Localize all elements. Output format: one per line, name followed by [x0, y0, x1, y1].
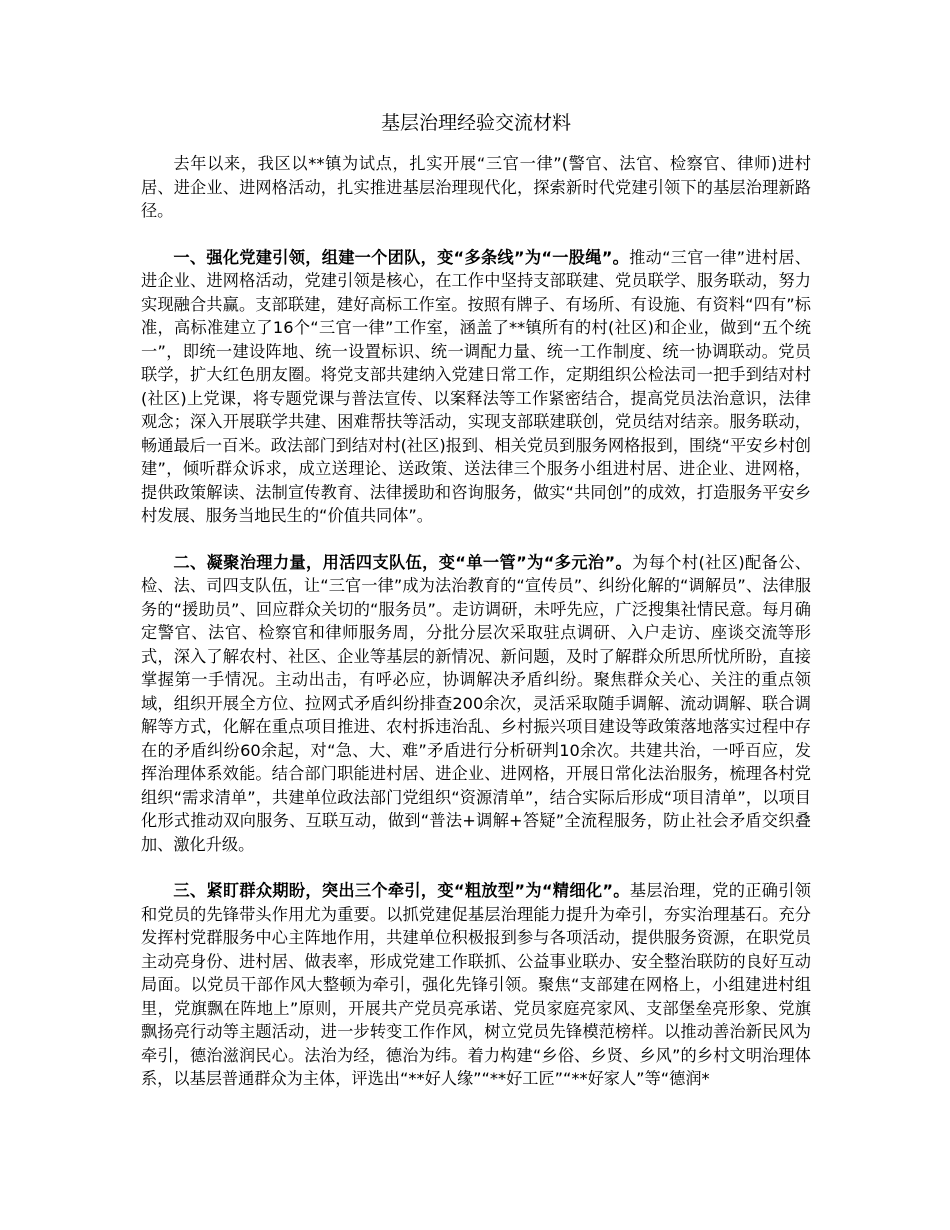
section-1-body: 推动“三官一律”进村居、进企业、进网格活动，党建引领是核心，在工作中坚持支部联建、党员联学、服务联动，努力实现融合共赢。支部联建，建好高标工作室。按照有牌子、有场所、有设施、有资料“四有”标准，高标准建立了16个“三官一律”工作室，涵盖了**镇所有的村(社区)和企业，做到“五个统一”，即统一建设阵地、统一设置标识、统一调配力量、统一工作制度、统一协调联动。党员联学，扩大红色朋友圈。将党支部共建纳入党建日常工作，定期组织公检法司一把手到结对村(社区)上党课，将专题党课与普法宣传、以案释法等工作紧密结合，提高党员法治意识，法律观念；深入开展联学共建、困难帮扶等活动，实现支部联建联创，党员结对结亲。服务联动，畅通最后一百米。政法部门到结对村(社区)报到、相关党员到服务网格报到，围绕“平安乡村创建”，倾听群众诉求，成立送理论、送政策、送法律三个服务小组进村居、进企业、进网格，提供政策解读、法制宣传教育、法律援助和咨询服务，做实“共同创”的成效，打造服务平安乡村发展、服务当地民生的“价值共同体”。: [141, 247, 811, 525]
section-2-body: 为每个村(社区)配备公、检、法、司四支队伍，让“三官一律”成为法治教育的“宣传员”、纠纷化解的“调解员”、法律服务的“援助员”、回应群众关切的“服务员”。走访调研，未呼先应，广泛搜集社情民意。每月确定警官、法官、检察官和律师服务周，分批分层次采取驻点调研、入户走访、座谈交流等形式，深入了解农村、社区、企业等基层的新情况、新问题，及时了解群众所思所忧所盼，直接掌握第一手情况。主动出击，有呼必应，协调解决矛盾纠纷。聚焦群众关心、关注的重点领域，组织开展全方位、拉网式矛盾纠纷排查200余次，灵活采取随手调解、流动调解、联合调解等方式，化解在重点项目推进、农村拆违治乱、乡村振兴项目建设等政策落地落实过程中存在的矛盾纠纷60余起，对“急、大、难”矛盾进行分析研判10余次。共建共治，一呼百应，发挥治理体系效能。结合部门职能进村居、进企业、进网格，开展日常化法治服务，梳理各村党组织“需求清单”，共建单位政法部门党组织“资源清单”，结合实际后形成“项目清单”，以项目化形式推动双向服务、互联互动，做到“普法+调解+答疑”全流程服务，防止社会矛盾交织叠加、激化升级。: [141, 552, 811, 854]
section-2-heading: 二、凝聚治理力量，用活四支队伍，变“单一管”为“多元治”。: [173, 552, 633, 572]
section-3-heading: 三、紧盯群众期盼，突出三个牵引，变“粗放型”为“精细化”。: [173, 881, 630, 900]
section-2-paragraph: [141, 551, 811, 857]
section-1-paragraph: [141, 246, 811, 528]
document-page: [141, 108, 811, 1114]
section-3-paragraph: [141, 879, 811, 1091]
section-3-body: 基层治理，党的正确引领和党员的先锋带头作用尤为重要。以抓党建促基层治理能力提升为牵引，夯实治理基石。充分发挥村党群服务中心主阵地作用，共建单位积极报到参与各项活动，提供服务资源，在职党员主动亮身份、进村居、做表率，形成党建工作联抓、公益事业联办、安全整治联防的良好互动局面。以党员干部作风大整顿为牵引，强化先锋引领。聚焦“支部建在网格上，小组建进村组里，党旗飘在阵地上”原则，开展共产党员亮承诺、党员家庭亮家风、支部堡垒亮形象、党旗飘扬亮行动等主题活动，进一步转变工作作风，树立党员先锋模范榜样。以推动善治新民风为牵引，德治滋润民心。法治为经，德治为纬。着力构建“乡俗、乡贤、乡风”的乡村文明治理体系，以基层普通群众为主体，评选出“**好人缘”“**好工匠”“**好家人”等“德润*: [141, 881, 811, 1088]
document-title: 基层治理经验交流材料: [380, 112, 571, 134]
intro-paragraph: 去年以来，我区以**镇为试点，扎实开展“三官一律”(警官、法官、检察官、律师)进村居、进企业、进网格活动，扎实推进基层治理现代化，探索新时代党建引领下的基层治理新路径。: [141, 154, 811, 220]
section-1-heading: 一、强化党建引领，组建一个团队，变“多条线”为“一股绳”。: [173, 247, 630, 267]
